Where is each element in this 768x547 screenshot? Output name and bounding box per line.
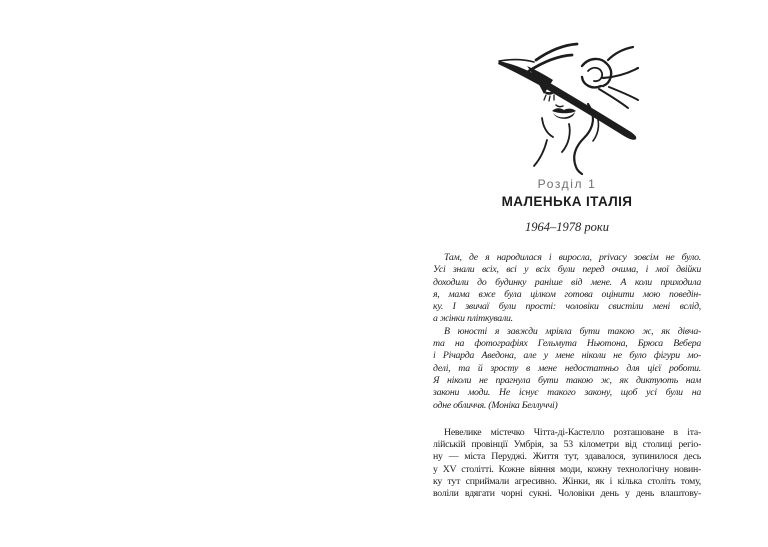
eyelash	[549, 96, 550, 101]
text-line: ку тут сприймали агресивно. Жінки, як і кілька століть тому,	[433, 476, 701, 488]
text-line: а жінки пліткували.	[433, 313, 513, 325]
text-line: воліли вдягати чорні сукні. Чоловіки день у день влаштову-	[433, 488, 701, 500]
text-line: Невелике містечко Чітта-ді-Кастелло розташоване в іта-	[444, 426, 701, 438]
text-line: лійській провінції Умбрія, за 53 кілометри від столиці регіо-	[433, 439, 701, 451]
text-line: доходили до будинку раніше від мене. А коли приходила	[433, 276, 701, 288]
chapter-label: Розділ 1	[537, 177, 597, 191]
text-line: В юності я завжди мріяла бути такою ж, як дівча-	[444, 325, 701, 337]
chapter-content-column	[433, 0, 701, 501]
text-line: і Річарда Аведона, але у мене ніколи не було фігури мо-	[433, 350, 701, 362]
text-line: закони моди. Не існує такого закону, щоб усі були на	[433, 387, 701, 399]
hat-rose-leaf	[608, 47, 633, 60]
text-line: я, мама вже була цілком готова оцінити мою поведін-	[433, 288, 701, 300]
hat-rose-swirl	[603, 65, 611, 86]
hat-rose-leaf	[599, 89, 628, 108]
text-line: у XV столітті. Кожне віяння моди, кожну технологічну новин-	[433, 463, 701, 475]
nose-line	[556, 105, 563, 107]
eyelash	[544, 95, 546, 100]
page-right-chapter-opening	[384, 0, 768, 547]
neck-line-right	[562, 124, 570, 152]
text-line: ку. І звичаї були прості: чоловіки свистіли мені вслід,	[433, 301, 701, 313]
paragraph	[433, 427, 701, 501]
upper-lip	[552, 108, 576, 113]
hat-rose-leaf	[603, 68, 638, 78]
chapter-years: 1964–1978 роки	[525, 220, 609, 234]
jaw-line	[542, 118, 553, 137]
paragraph	[433, 326, 701, 412]
hat-brim-edge	[499, 60, 534, 62]
body-text	[433, 252, 701, 501]
text-line: ну — міста Перуджі. Життя тут, здавалося, зупинилося десь	[433, 451, 701, 463]
text-line: Там, де я народилася і виросла, privacy зовсім не було.	[444, 252, 701, 263]
hat-band-line	[529, 55, 572, 71]
hat-rose-swirl	[588, 68, 602, 81]
chapter-title: МАЛЕНЬКА ІТАЛІЯ	[501, 194, 633, 209]
text-line: та на фотографіях Гельмута Ньютона, Брюса Вебера	[433, 338, 701, 350]
text-line: Я ніколи не прагнула бути такою ж, як диктують нам	[433, 374, 701, 386]
hat-rose-swirl	[582, 59, 607, 66]
woman-in-hat-illustration	[487, 33, 647, 175]
paragraph	[433, 252, 701, 326]
hat-rose-swirl	[582, 77, 601, 87]
neck-line-left	[534, 140, 547, 166]
text-line: одне обличчя. (Моніка Беллуччі)	[433, 399, 558, 411]
text-line: делі, та й зросту в мене недостатньо для цієї роботи.	[433, 362, 701, 374]
text-line: Усі знали всіх, всі у всіх були перед очима, і мої двійки	[433, 264, 701, 276]
